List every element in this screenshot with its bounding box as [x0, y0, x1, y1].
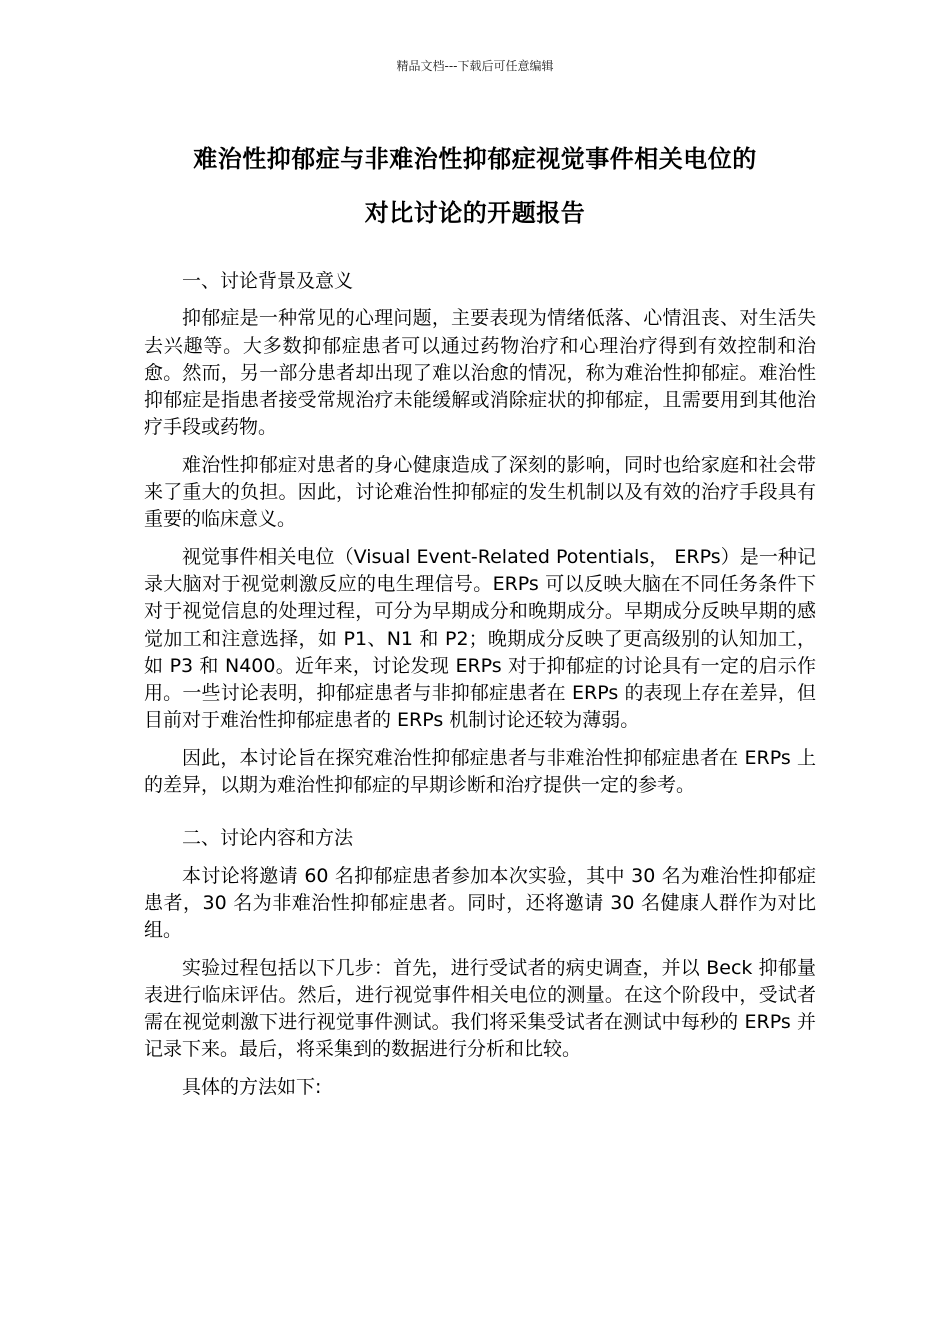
document-title	[120, 132, 830, 240]
document-body	[144, 268, 816, 1111]
paragraph: 本讨论将邀请 60 名抑郁症患者参加本次实验，其中 30 名为难治性抑郁症患者，30 名为非难治性抑郁症患者。同时，还将邀请 30 名健康人群作为对比组。	[144, 864, 816, 942]
paragraph: 视觉事件相关电位（Visual Event-Related Potentials， ERPs）是一种记录大脑对于视觉刺激反应的电生理信号。ERPs 可以反映大脑在不同任务条件下对于视觉信息的处理过程，可分为早期成分和晚期成分。早期成分反映早期的感觉加工和注意选择，如 P1、N1 和 P2；晚期成分反映了更高级别的认知加工，如 P3 和 N400。近年来，讨论发现 ERPs 对于抑郁症的讨论具有一定的启示作用。一些讨论表明，抑郁症患者与非抑郁症患者在 ERPs 的表现上存在差异，但目前对于难治性抑郁症患者的 ERPs 机制讨论还较为薄弱。	[144, 545, 816, 732]
paragraph: 实验过程包括以下几步：首先，进行受试者的病史调查，并以 Beck 抑郁量表进行临床评估。然后，进行视觉事件相关电位的测量。在这个阶段中，受试者需在视觉刺激下进行视觉事件测试。我们将采集受试者在测试中每秒的 ERPs 并记录下来。最后，将采集到的数据进行分析和比较。	[144, 956, 816, 1061]
paragraph: 具体的方法如下:	[182, 1075, 322, 1098]
section-heading-methods: 二、讨论内容和方法	[182, 827, 354, 850]
section-heading-background: 一、讨论背景及意义	[182, 270, 354, 292]
paragraph: 难治性抑郁症对患者的身心健康造成了深刻的影响，同时也给家庭和社会带来了重大的负担。因此，讨论难治性抑郁症的发生机制以及有效的治疗手段具有重要的临床意义。	[144, 453, 816, 531]
paragraph: 抑郁症是一种常见的心理问题，主要表现为情绪低落、心情沮丧、对生活失去兴趣等。大多数抑郁症患者可以通过药物治疗和心理治疗得到有效控制和治愈。然而，另一部分患者却出现了难以治愈的情况，称为难治性抑郁症。难治性抑郁症是指患者接受常规治疗未能缓解或消除症状的抑郁症，且需要用到其他治疗手段或药物。	[144, 307, 816, 439]
title-line-1: 难治性抑郁症与非难治性抑郁症视觉事件相关电位的	[193, 145, 757, 173]
title-line-2: 对比讨论的开题报告	[364, 199, 586, 227]
paragraph: 因此，本讨论旨在探究难治性抑郁症患者与非难治性抑郁症患者在 ERPs 上的差异，以期为难治性抑郁症的早期诊断和治疗提供一定的参考。	[144, 746, 816, 797]
header-note: 精品文档---下载后可任意编辑	[396, 59, 554, 73]
